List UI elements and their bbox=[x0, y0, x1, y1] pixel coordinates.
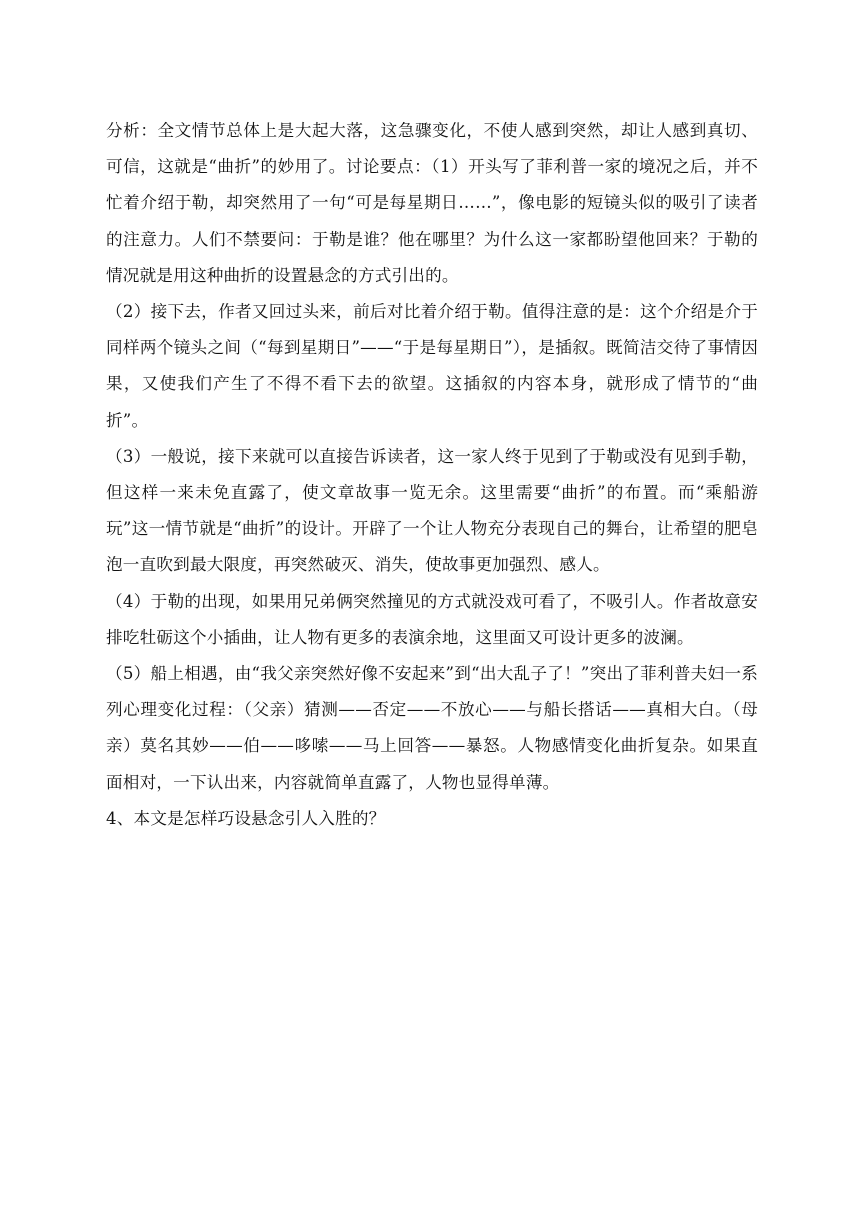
question-4: 4、本文是怎样巧设悬念引人入胜的？ bbox=[106, 808, 386, 828]
analysis-paragraph: 分析：全文情节总体上是大起大落，这急骤变化，不使人感到突然，却让人感到真切、可信，这就是“曲折”的妙用了。讨论要点：（1）开头写了菲利普一家的境况之后，并不忙着介绍于勒，却突然用了一句“可是每星期日……”，像电影的短镜头似的吸引了读者的注意力。人们不禁要问：于勒是谁？他在哪里？为什么这一家都盼望他回来？于勒的情况就是用这种曲折的设置悬念的方式引出的。 bbox=[106, 121, 758, 285]
point-4-paragraph: （4）于勒的出现，如果用兄弟俩突然撞见的方式就没戏可看了，不吸引人。作者故意安排吃牡砺这个小插曲，让人物有更多的表演余地，这里面又可设计更多的波澜。 bbox=[106, 591, 758, 647]
point-2-paragraph: （2）接下去，作者又回过头来，前后对比着介绍于勒。值得注意的是：这个介绍是介于同样两个镜头之间（“每到星期日”——“于是每星期日”），是插叙。既简洁交待了事情因果，又使我们产生了不得不看下去的欲望。这插叙的内容本身，就形成了情节的“曲折”。 bbox=[106, 302, 758, 430]
point-5-paragraph: （5）船上相遇，由“我父亲突然好像不安起来”到“出大乱子了！”突出了菲利普夫妇一系列心理变化过程：（父亲）猜测——否定——不放心——与船长搭话——真相大白。（母亲）莫名其妙——伯——哆嗦——马上回答——暴怒。人物感情变化曲折复杂。如果直面相对，一下认出来，内容就简单直露了，人物也显得单薄。 bbox=[106, 664, 758, 792]
document-body bbox=[106, 113, 758, 837]
point-3-paragraph: （3）一般说，接下来就可以直接告诉读者，这一家人终于见到了于勒或没有见到手勒，但这样一来未免直露了，使文章故事一览无余。这里需要“曲折”的布置。而“乘船游玩”这一情节就是“曲折”的设计。开辟了一个让人物充分表现自己的舞台，让希望的肥皂泡一直吹到最大限度，再突然破灭、消失，使故事更加强烈、感人。 bbox=[106, 446, 758, 575]
